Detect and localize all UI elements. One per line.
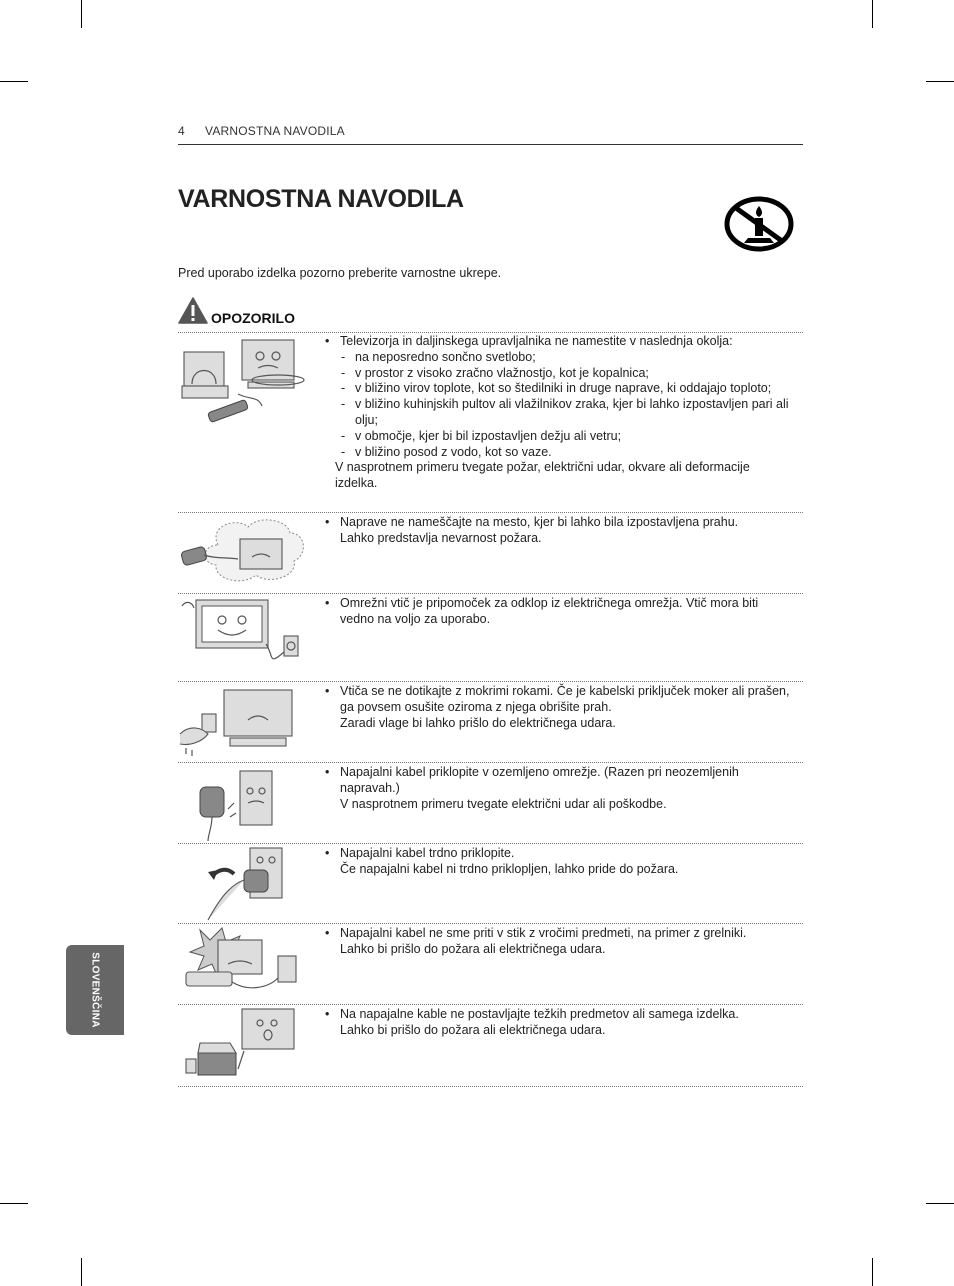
crop-mark bbox=[926, 81, 954, 82]
header-section-title: VARNOSTNA NAVODILA bbox=[205, 124, 345, 138]
warning-line: Zaradi vlage bi lahko prišlo do električnega udara. bbox=[340, 715, 616, 730]
warning-label: OPOZORILO bbox=[211, 310, 295, 326]
page-number: 4 bbox=[178, 124, 185, 138]
sub-item: - na neposredno sončno svetlobo; bbox=[339, 350, 794, 366]
warning-row-8 bbox=[324, 1007, 794, 1039]
row-divider bbox=[178, 512, 803, 513]
sub-item: - v bližino kuhinjskih pultov ali vlažilnikov zraka, kjer bi lahko izpostavljen pari ali olju; bbox=[339, 397, 794, 429]
language-tab bbox=[66, 945, 124, 1035]
page-title: VARNOSTNA NAVODILA bbox=[178, 185, 464, 213]
warning-bullet bbox=[324, 684, 794, 731]
crop-mark bbox=[81, 0, 82, 28]
row-divider bbox=[178, 1004, 803, 1005]
warning-row-2 bbox=[324, 515, 794, 547]
warning-bullet: • Televizorja in daljinskega upravljalnika ne namestite v naslednja okolja: bbox=[324, 334, 794, 350]
sub-item: - v bližino posod z vodo, kot so vaze. bbox=[339, 445, 794, 461]
hot-objects-illustration bbox=[178, 926, 314, 1002]
warning-line: Lahko bi prišlo do požara ali električnega udara. bbox=[340, 941, 606, 956]
warning-line: V nasprotnem primeru tvegate električni udar ali poškodbe. bbox=[340, 796, 667, 811]
no-open-flame-icon bbox=[724, 196, 794, 252]
row-divider bbox=[178, 923, 803, 924]
warning-row-3 bbox=[324, 596, 794, 628]
row-divider bbox=[178, 681, 803, 682]
warning-row-7 bbox=[324, 926, 794, 958]
sub-item: - v območje, kjer bi bil izpostavljen dežju ali vetru; bbox=[339, 429, 794, 445]
running-header bbox=[178, 122, 803, 145]
warning-row-4 bbox=[324, 684, 794, 731]
crop-mark bbox=[926, 1203, 954, 1204]
row-divider bbox=[178, 843, 803, 844]
sub-item: - v prostor z visoko zračno vlažnostjo, kot je kopalnica; bbox=[339, 366, 794, 382]
sub-item: - v bližino virov toplote, kot so štedilniki in druge naprave, ki oddajajo toploto; bbox=[339, 381, 794, 397]
warning-line: Lahko predstavlja nevarnost požara. bbox=[340, 530, 542, 545]
warning-bullet bbox=[324, 515, 794, 547]
warning-line: Vtiča se ne dotikajte z mokrimi rokami. Če je kabelski priključek moker ali prašen, ga povsem osušite oziroma z njega obrišite prah. bbox=[340, 684, 790, 714]
plug-access-illustration bbox=[178, 596, 314, 676]
warning-row-6 bbox=[324, 846, 794, 878]
crop-mark bbox=[0, 1203, 28, 1204]
crop-mark bbox=[0, 81, 28, 82]
language-tab-label: SLOVENŠČINA bbox=[89, 952, 101, 1028]
warning-note: V nasprotnem primeru tvegate požar, električni udar, okvare ali deformacije izdelka. bbox=[335, 460, 750, 491]
crop-mark bbox=[872, 0, 873, 28]
dust-illustration bbox=[178, 515, 314, 590]
intro-text: Pred uporabo izdelka pozorno preberite varnostne ukrepe. bbox=[178, 266, 502, 280]
crop-mark bbox=[872, 1258, 873, 1286]
tv-environment-illustration bbox=[178, 336, 314, 436]
plug-firmly-illustration bbox=[178, 846, 314, 921]
warning-line: Lahko bi prišlo do požara ali električnega udara. bbox=[340, 1022, 606, 1037]
warning-bullet bbox=[324, 765, 794, 812]
row-divider bbox=[178, 762, 803, 763]
warning-line: Napajalni kabel ne sme priti v stik z vročimi predmeti, na primer z grelniki. bbox=[340, 926, 747, 940]
warning-line: Naprave ne nameščajte na mesto, kjer bi lahko bila izpostavljena prahu. bbox=[340, 515, 739, 529]
warning-bullet bbox=[324, 846, 794, 878]
row-divider bbox=[178, 1086, 803, 1087]
crop-mark bbox=[81, 1258, 82, 1286]
warning-line: Če napajalni kabel ni trdno priklopljen, lahko pride do požara. bbox=[340, 861, 679, 876]
warning-line: Napajalni kabel trdno priklopite. bbox=[340, 846, 515, 860]
row-divider bbox=[178, 332, 803, 333]
warning-line: Napajalni kabel priklopite v ozemljeno omrežje. (Razen pri neozemljenih napravah.) bbox=[340, 765, 739, 795]
warning-bullet bbox=[324, 926, 794, 958]
wet-hands-illustration bbox=[178, 684, 314, 759]
warning-line: Na napajalne kable ne postavljajte težkih predmetov ali samega izdelka. bbox=[340, 1007, 739, 1021]
warning-row-5 bbox=[324, 765, 794, 812]
grounded-outlet-illustration bbox=[178, 765, 314, 841]
warning-row-1 bbox=[324, 334, 794, 492]
warning-bullet: • Omrežni vtič je pripomoček za odklop iz električnega omrežja. Vtič mora biti vedno na voljo za uporabo. bbox=[324, 596, 794, 628]
warning-triangle-icon bbox=[178, 297, 208, 324]
heavy-objects-illustration bbox=[178, 1007, 314, 1083]
warning-bullet bbox=[324, 1007, 794, 1039]
row-divider bbox=[178, 593, 803, 594]
